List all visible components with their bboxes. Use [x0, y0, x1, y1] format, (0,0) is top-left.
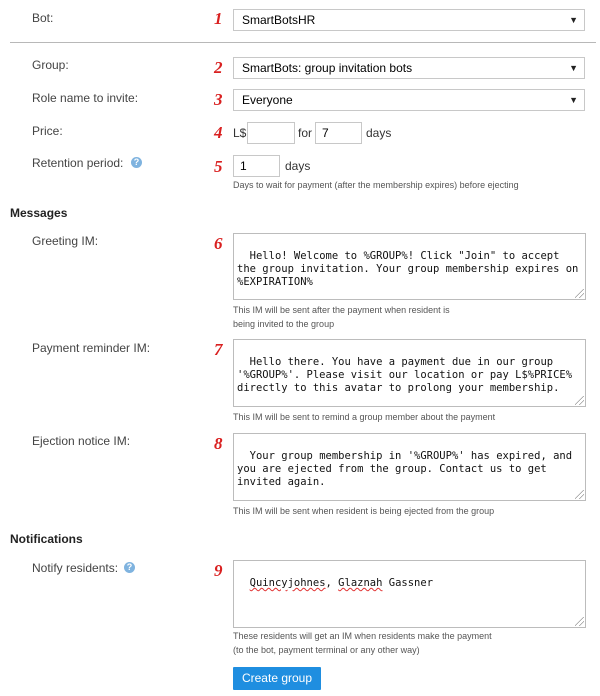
- notify-name-2: Glaznah: [338, 577, 383, 589]
- greeting-textarea[interactable]: [233, 233, 586, 300]
- notifications-heading: Notifications: [10, 532, 83, 546]
- ejection-textarea[interactable]: [233, 433, 586, 501]
- role-select[interactable]: [233, 89, 585, 111]
- marker-2: 2: [214, 58, 223, 77]
- greeting-hint-line2: being invited to the group: [233, 319, 335, 329]
- divider: [10, 42, 596, 43]
- notify-hint-line2: (to the bot, payment terminal or any other way): [233, 645, 420, 655]
- ejection-hint: This IM will be sent when resident is being ejected from the group: [233, 506, 495, 516]
- chevron-down-icon: ▼: [569, 95, 578, 105]
- resize-handle-icon[interactable]: [575, 289, 584, 298]
- reminder-textarea[interactable]: [233, 339, 586, 407]
- notify-hint-line1: These residents will get an IM when residents make the payment: [233, 631, 492, 641]
- messages-heading: Messages: [10, 206, 68, 220]
- notify-name-3: Gassner: [382, 577, 434, 589]
- help-icon[interactable]: ?: [131, 157, 142, 168]
- group-select[interactable]: [233, 57, 585, 79]
- group-select-value: SmartBots: group invitation bots: [242, 61, 413, 75]
- marker-6: 6: [214, 234, 223, 253]
- bot-label: Bot:: [32, 11, 54, 25]
- bot-select-value: SmartBotsHR: [242, 13, 316, 27]
- greeting-hint-line1: This IM will be sent after the payment when resident is: [233, 305, 450, 315]
- resize-handle-icon[interactable]: [575, 490, 584, 499]
- notify-textarea[interactable]: [233, 560, 586, 628]
- marker-8: 8: [214, 434, 223, 453]
- create-group-button[interactable]: Create group: [233, 667, 321, 690]
- help-icon[interactable]: ?: [124, 562, 135, 573]
- ejection-text: Your group membership in '%GROUP%' has expired, and you are ejected from the group. Contact us to get invited again.: [237, 450, 579, 488]
- marker-4: 4: [214, 123, 223, 142]
- chevron-down-icon: ▼: [569, 63, 578, 73]
- marker-3: 3: [214, 90, 223, 109]
- price-input[interactable]: [247, 122, 295, 144]
- retention-unit: days: [285, 159, 311, 173]
- chevron-down-icon: ▼: [569, 15, 578, 25]
- reminder-label: Payment reminder IM:: [32, 341, 151, 355]
- notify-separator: ,: [325, 577, 339, 589]
- bot-select[interactable]: [233, 9, 585, 31]
- notify-name-1: Quincyjohnes: [249, 577, 326, 589]
- notify-label: Notify residents:: [32, 561, 119, 575]
- greeting-label: Greeting IM:: [32, 234, 99, 248]
- group-label: Group:: [32, 58, 69, 72]
- retention-hint: Days to wait for payment (after the membership expires) before ejecting: [233, 180, 519, 190]
- reminder-text: Hello there. You have a payment due in our group '%GROUP%'. Please visit our location or pay L$%PRICE% directly to this avatar to prolong your membership.: [237, 356, 579, 394]
- role-label: Role name to invite:: [32, 91, 139, 105]
- marker-9: 9: [214, 561, 223, 580]
- resize-handle-icon[interactable]: [575, 396, 584, 405]
- for-label: for: [298, 126, 313, 140]
- reminder-hint: This IM will be sent to remind a group member about the payment: [233, 412, 496, 422]
- days-input[interactable]: 7: [315, 122, 362, 144]
- days-label: days: [366, 126, 392, 140]
- retention-label: Retention period:: [32, 156, 124, 170]
- currency-label: L$: [233, 126, 247, 140]
- marker-1: 1: [214, 9, 223, 28]
- resize-handle-icon[interactable]: [575, 617, 584, 626]
- marker-5: 5: [214, 157, 223, 176]
- price-label: Price:: [32, 124, 63, 138]
- marker-7: 7: [214, 340, 223, 359]
- ejection-label: Ejection notice IM:: [32, 434, 131, 448]
- role-select-value: Everyone: [242, 93, 293, 107]
- greeting-text: Hello! Welcome to %GROUP%! Click "Join" to accept the group invitation. Your group membership expires on %EXPIRATION%: [237, 250, 585, 288]
- retention-input[interactable]: 1: [233, 155, 280, 177]
